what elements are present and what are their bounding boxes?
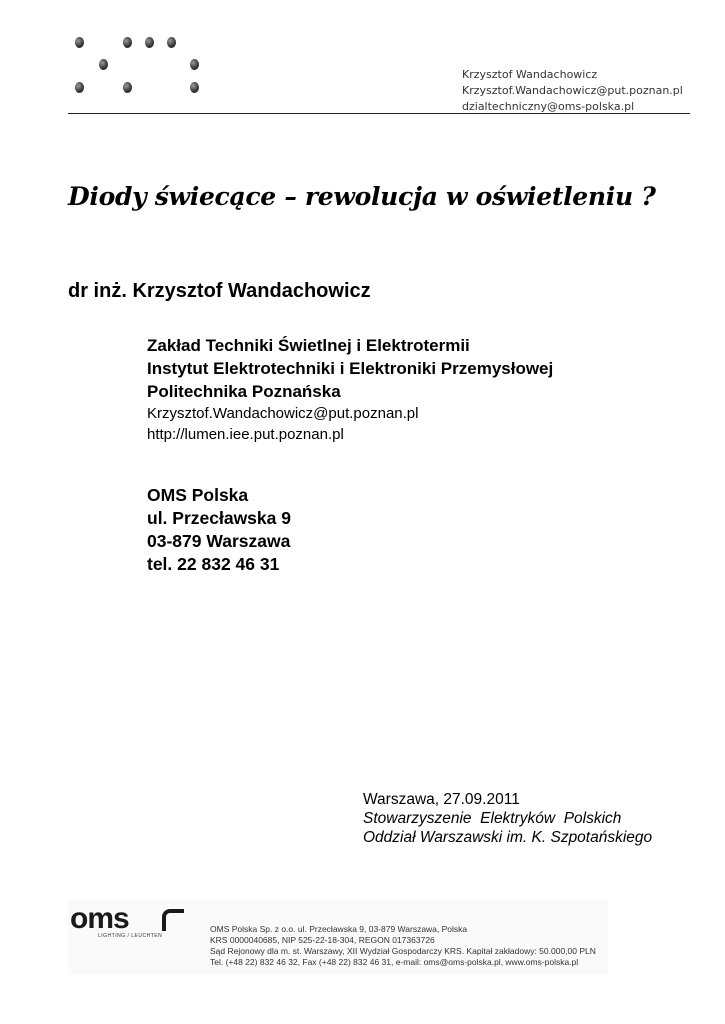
event-organizer-line2: Oddział Warszawski im. K. Szpotańskiego bbox=[363, 829, 653, 846]
footer-line-contact: Tel. (+48 22) 832 46 32, Fax (+48 22) 832 46 31, e-mail: oms@oms-polska.pl, www.oms-polska.pl bbox=[210, 957, 579, 967]
dot-grid-logo-icon bbox=[70, 36, 205, 96]
date-place: Warszawa, 27.09.2011 bbox=[363, 791, 520, 808]
header-contact-email-company[interactable]: dzialtechniczny@oms-polska.pl bbox=[462, 100, 635, 113]
header-contact bbox=[462, 67, 683, 115]
company-phone: tel. 22 832 46 31 bbox=[147, 554, 280, 574]
affiliation-url[interactable]: http://lumen.iee.put.poznan.pl bbox=[147, 426, 344, 443]
affiliation-department: Zakład Techniki Świetlnej i Elektrotermii bbox=[147, 336, 470, 355]
author-name: dr inż. Krzysztof Wandachowicz bbox=[68, 280, 371, 302]
oms-logo bbox=[70, 904, 182, 938]
company-city: 03-879 Warszawa bbox=[147, 531, 291, 551]
affiliation-email[interactable]: Krzysztof.Wandachowicz@put.poznan.pl bbox=[147, 405, 419, 422]
oms-logo-arc-icon bbox=[162, 909, 184, 931]
footer-line-court: Sąd Rejonowy dla m. st. Warszawy, XII Wydział Gospodarczy KRS. Kapitał zakładowy: 50.000,00 PLN bbox=[210, 946, 596, 956]
oms-logo-text: oms bbox=[70, 902, 129, 935]
affiliation-institute: Instytut Elektrotechniki i Elektroniki Przemysłowej bbox=[147, 359, 554, 378]
date-venue-block bbox=[363, 790, 652, 847]
header-contact-email[interactable]: Krzysztof.Wandachowicz@put.poznan.pl bbox=[462, 84, 683, 97]
footer bbox=[68, 900, 608, 975]
header-contact-name: Krzysztof Wandachowicz bbox=[462, 68, 598, 81]
company-name: OMS Polska bbox=[147, 485, 249, 505]
company-street: ul. Przecławska 9 bbox=[147, 508, 291, 528]
oms-logo-subtext: LIGHTING / LEUCHTEN bbox=[98, 933, 163, 939]
footer-company-info bbox=[210, 924, 596, 968]
document-title: Diody świecące – rewolucja w oświetleniu ? bbox=[68, 182, 656, 211]
footer-line-address: OMS Polska Sp. z o.o. ul. Przecławska 9, 03-879 Warszawa, Polska bbox=[210, 924, 468, 934]
footer-line-registry: KRS 0000040685, NIP 525-22-18-304, REGON 017363726 bbox=[210, 935, 435, 945]
affiliation-block bbox=[147, 334, 553, 445]
header-divider bbox=[68, 113, 690, 114]
company-address-block bbox=[147, 484, 291, 576]
event-organizer-line1: Stowarzyszenie Elektryków Polskich bbox=[363, 810, 622, 827]
affiliation-university: Politechnika Poznańska bbox=[147, 382, 341, 401]
